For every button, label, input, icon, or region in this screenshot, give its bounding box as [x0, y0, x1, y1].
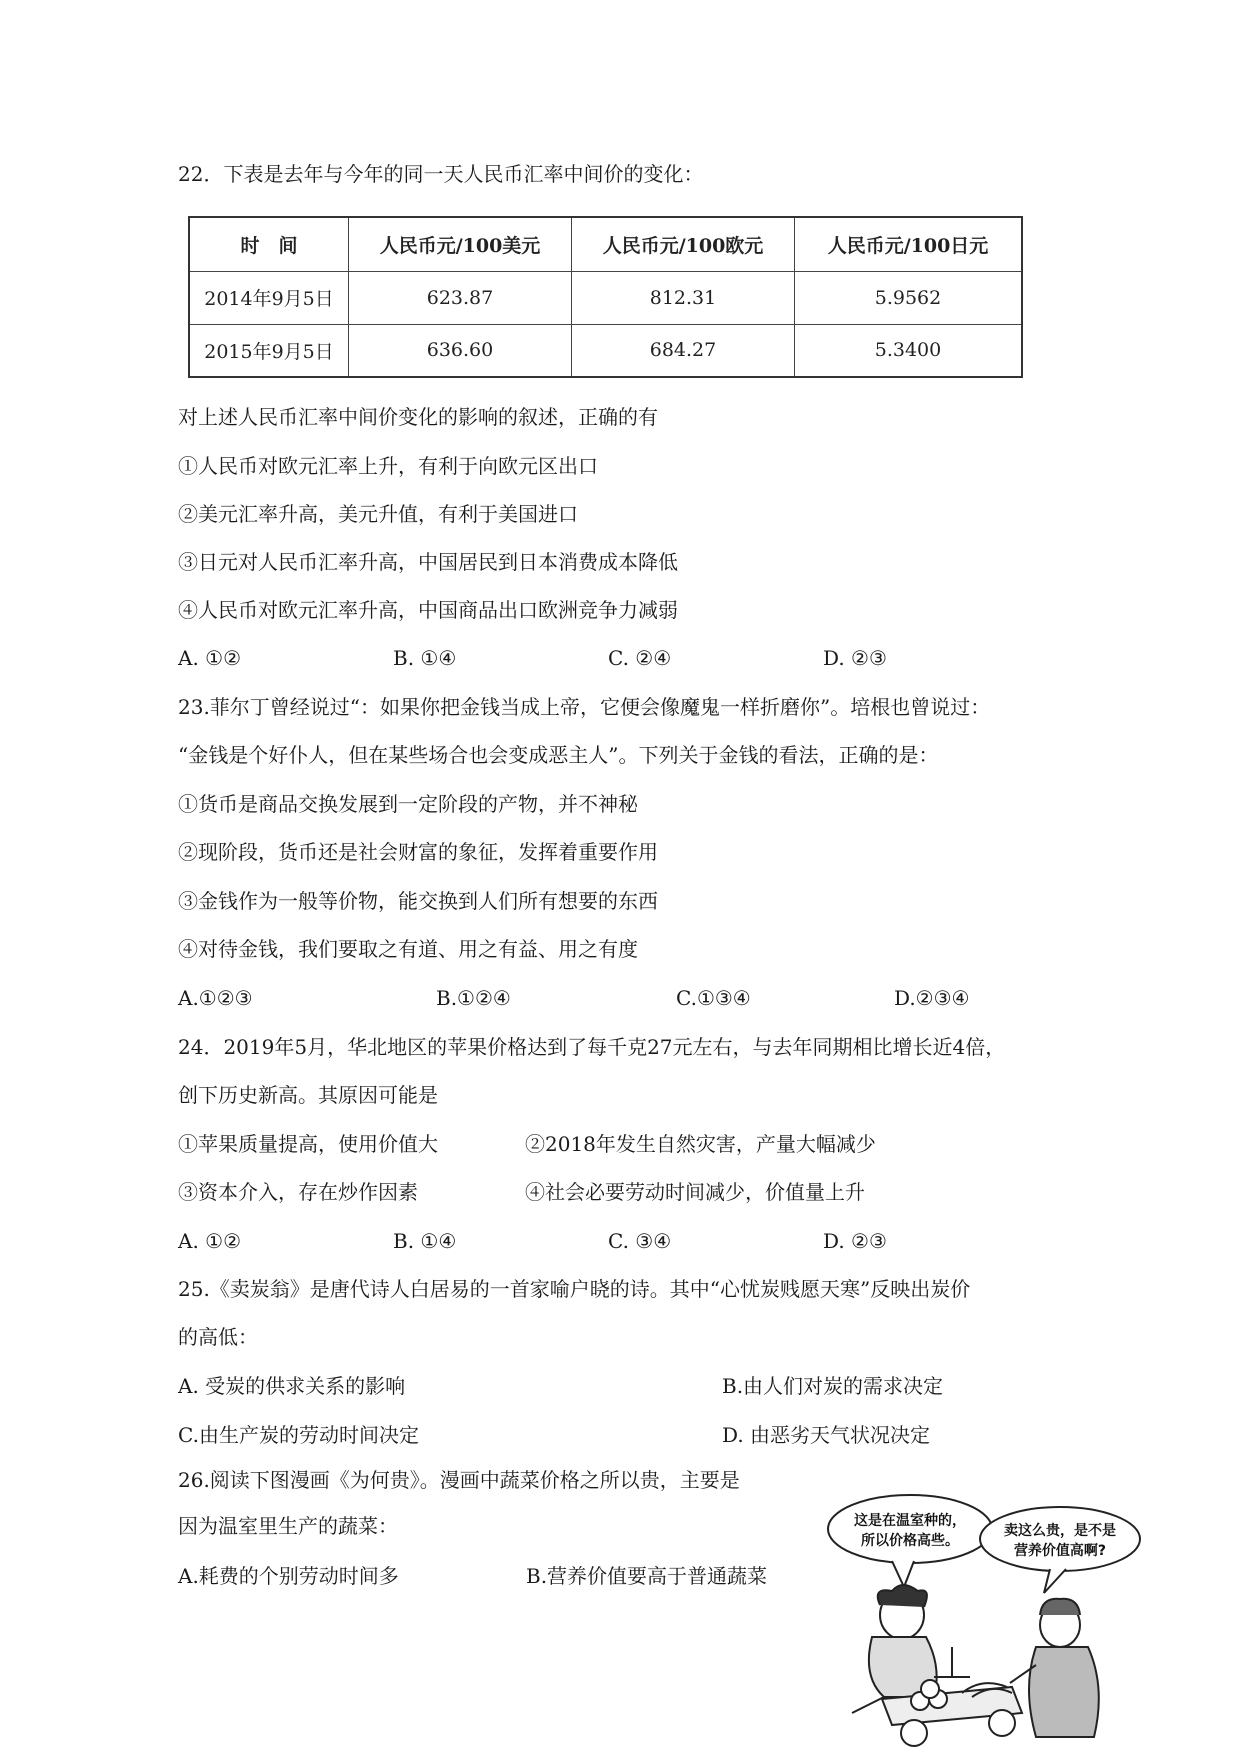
q23-item-3: ③金钱作为一般等价物，能交换到人们所有想要的东西 [178, 889, 658, 913]
table-cell: 2015年9月5日 [189, 324, 349, 377]
bubble-right-line2: 营养价值高啊? [1013, 1543, 1107, 1559]
table-header-row [189, 217, 1022, 271]
table-row [189, 324, 1022, 377]
q25-option-b[interactable]: B.由人们对炭的需求决定 [722, 1374, 944, 1398]
table-header-cell: 人民币元/100美元 [349, 217, 572, 271]
bubble-right-line1: 卖这么贵，是不是 [1004, 1523, 1116, 1539]
q23-item-1: ①货币是商品交换发展到一定阶段的产物，并不神秘 [178, 792, 638, 816]
q26-option-a[interactable]: A.耗费的个别劳动时间多 [178, 1564, 399, 1588]
q22-item-3: ③日元对人民币汇率升高，中国居民到日本消费成本降低 [178, 550, 678, 574]
q22-item-4: ④人民币对欧元汇率升高，中国商品出口欧洲竞争力减弱 [178, 598, 678, 622]
table-cell: 5.9562 [795, 271, 1023, 324]
q22-option-a[interactable]: A. ①② [178, 646, 242, 670]
q23-stem-line1: 23.菲尔丁曾经说过“：如果你把金钱当成上帝，它便会像魔鬼一样折磨你”。培根也曾说过： [178, 695, 991, 719]
q26-stem-line1: 26.阅读下图漫画《为何贵》。漫画中蔬菜价格之所以贵，主要是 [178, 1468, 740, 1492]
q22-item-1: ①人民币对欧元汇率上升，有利于向欧元区出口 [178, 454, 598, 478]
q23-option-b[interactable]: B.①②④ [436, 986, 511, 1010]
table-header-cell: 人民币元/100日元 [795, 217, 1023, 271]
q24-stem-line2: 创下历史新高。其原因可能是 [178, 1083, 438, 1107]
bubble-left-line1: 这是在温室种的， [854, 1513, 966, 1529]
table-cell: 636.60 [349, 324, 572, 377]
cartoon-illustration [822, 1487, 1142, 1749]
table-cell: 2014年9月5日 [189, 271, 349, 324]
q22-option-c[interactable]: C. ②④ [608, 646, 672, 670]
q23-option-a[interactable]: A.①②③ [178, 986, 253, 1010]
q26-stem-line2: 因为温室里生产的蔬菜： [178, 1514, 398, 1538]
table-cell: 623.87 [349, 271, 572, 324]
q24-stem-line1: 24．2019年5月，华北地区的苹果价格达到了每千克27元左右，与去年同期相比增长近4倍， [178, 1035, 1006, 1059]
q23-stem-line2: “金钱是个好仆人，但在某些场合也会变成恶主人”。下列关于金钱的看法，正确的是： [178, 743, 939, 767]
q24-option-d[interactable]: D. ②③ [823, 1229, 887, 1253]
q25-option-d[interactable]: D. 由恶劣天气状况决定 [722, 1423, 931, 1447]
speech-bubble-right [980, 1507, 1140, 1571]
bubble-left-line2: 所以价格高些。 [861, 1533, 959, 1549]
q26-option-b[interactable]: B.营养价值要高于普通蔬菜 [526, 1564, 768, 1588]
q22-option-b[interactable]: B. ①④ [393, 646, 457, 670]
q25-option-a[interactable]: A. 受炭的供求关系的影响 [178, 1374, 406, 1398]
q24-option-c[interactable]: C. ③④ [608, 1229, 672, 1253]
q24-option-b[interactable]: B. ①④ [393, 1229, 457, 1253]
q25-stem-line2: 的高低： [178, 1325, 258, 1349]
q25-stem-line1: 25.《卖炭翁》是唐代诗人白居易的一首家喻户晓的诗。其中“心忧炭贱愿天寒”反映出炭价 [178, 1277, 971, 1301]
table-row [189, 271, 1022, 324]
q23-item-2: ②现阶段，货币还是社会财富的象征，发挥着重要作用 [178, 840, 658, 864]
q23-option-d[interactable]: D.②③④ [894, 986, 970, 1010]
q24-item-4: ④社会必要劳动时间减少，价值量上升 [525, 1180, 865, 1204]
q24-option-a[interactable]: A. ①② [178, 1229, 242, 1253]
q22-item-2: ②美元汇率升高，美元升值，有利于美国进口 [178, 502, 578, 526]
table-header-cell: 人民币元/100欧元 [572, 217, 795, 271]
customer-figure [1010, 1599, 1099, 1737]
q23-option-c[interactable]: C.①③④ [676, 986, 751, 1010]
speech-bubble-left [828, 1495, 992, 1563]
exchange-rate-table [188, 216, 1023, 378]
q24-item-1: ①苹果质量提高，使用价值大 [178, 1132, 438, 1156]
q22-option-d[interactable]: D. ②③ [823, 646, 887, 670]
table-cell: 812.31 [572, 271, 795, 324]
table-header-cell: 时 间 [189, 217, 349, 271]
q24-item-3: ③资本介入，存在炒作因素 [178, 1180, 418, 1204]
table-cell: 684.27 [572, 324, 795, 377]
q25-option-c[interactable]: C.由生产炭的劳动时间决定 [178, 1423, 419, 1447]
q24-item-2: ②2018年发生自然灾害，产量大幅减少 [525, 1132, 876, 1156]
table-cell: 5.3400 [795, 324, 1023, 377]
q22-stem: 22．下表是去年与今年的同一天人民币汇率中间价的变化： [178, 162, 704, 186]
q22-question: 对上述人民币汇率中间价变化的影响的叙述，正确的有 [178, 405, 658, 429]
q23-item-4: ④对待金钱，我们要取之有道、用之有益、用之有度 [178, 937, 638, 961]
